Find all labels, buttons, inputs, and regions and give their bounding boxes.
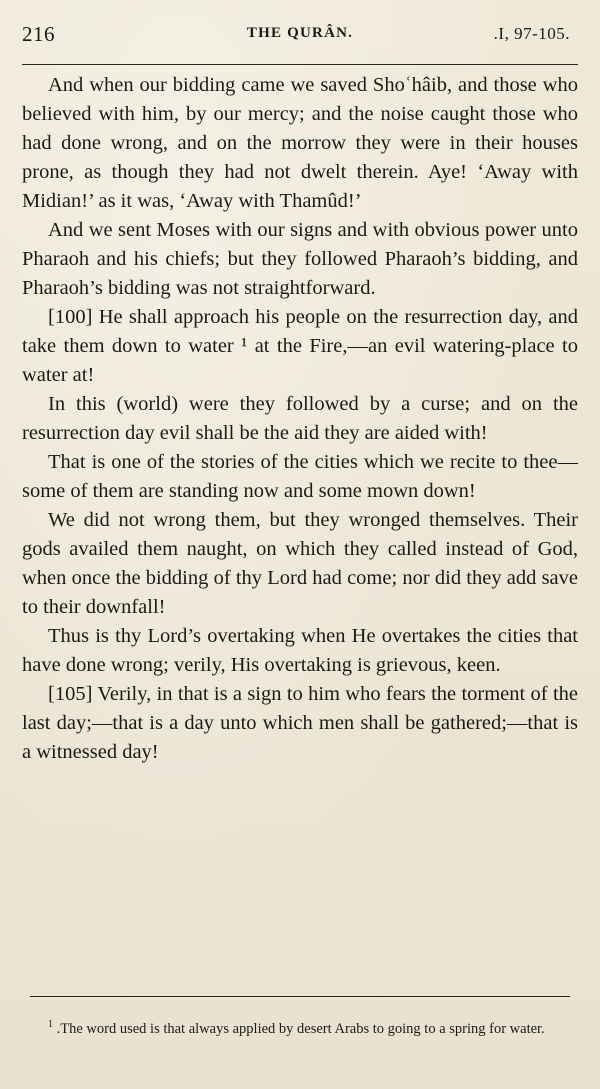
page-number: 216 [22,22,55,46]
paragraph: We did not wrong them, but they wronged themselves. Their gods availed them naught, on which they called instead of God, when once the bidding of thy Lord had come; nor did they add save to their downfall! [22,509,578,618]
paragraph: In this (world) were they followed by a curse; and on the resurrection day evil shall be the aid they are aided with! [22,393,578,444]
header-rule [22,64,578,65]
chapter-verse-reference: .I, 97-105. [493,24,570,43]
book-title: THE QURÂN. [246,25,354,41]
paragraph: [100] He shall approach his people on the resurrection day, and take them down to water ¹ at the Fire,—an evil watering-place to water at! [22,306,578,386]
paragraph: That is one of the stories of the cities which we recite to thee—some of them are standing now and some mown down! [22,451,578,502]
footnote-text: .The word used is that always applied by desert Arabs to going to a spring for water. [56,1021,545,1037]
paragraph: [105] Verily, in that is a sign to him who fears the torment of the last day;—that is a day unto which men shall be gathered;—that is a witnessed day! [22,683,578,763]
paragraph: And we sent Moses with our signs and with obvious power unto Pharaoh and his chiefs; but they followed Pharaoh’s bidding, and Pharaoh’s bidding was not straightforward. [22,219,578,299]
footnote-rule [30,996,570,997]
running-head [22,20,578,50]
footnote [30,1018,570,1041]
footnote-marker: 1 [48,1019,53,1031]
paragraph: And when our bidding came we saved Shoʿhâib, and those who believed with him, by our mercy; and the noise caught those who had done wrong, and on the morrow they were in their houses prone, as though they had not dwelt therein. Aye! ‘Away with Midian!’ as it was, ‘Away with Thamûd!’ [22,74,578,212]
body-text [22,71,578,767]
paragraph: Thus is thy Lord’s overtaking when He overtakes the cities that have done wrong; verily, His overtaking is grievous, keen. [22,625,578,676]
